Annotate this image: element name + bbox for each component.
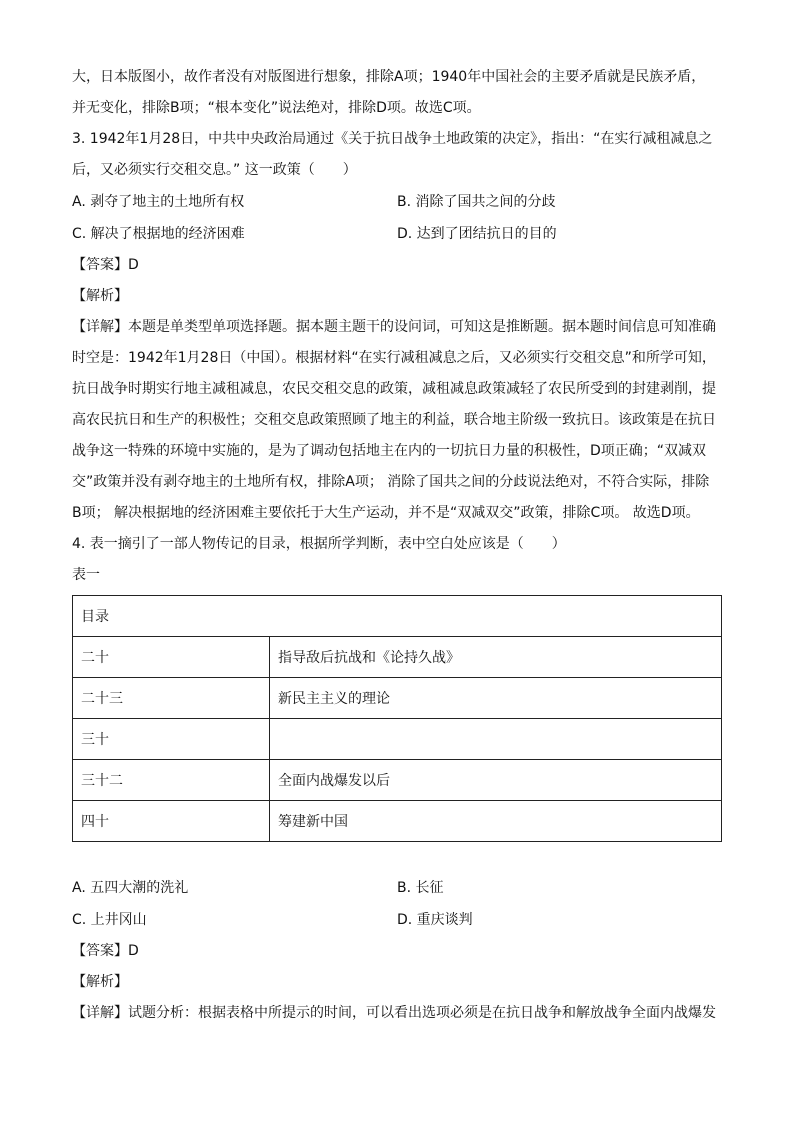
continued-text-line-2: 并无变化，排除B项；“根本变化”说法绝对，排除D项。故选C项。: [72, 100, 481, 116]
toc-table: [72, 595, 722, 842]
q4-detail-line-1: 【详解】试题分析：根据表格中所提示的时间，可以看出选项必须是在抗日战争和解放战争全面内战爆发: [72, 1005, 716, 1021]
q4-table-caption: 表一: [72, 567, 100, 583]
q3-option-c: C. 解决了根据地的经济困难: [72, 226, 245, 242]
q3-stem-line-2: 后，又必须实行交租交息。” 这一政策（ ）: [72, 162, 357, 178]
q4-options-row-1: [72, 872, 722, 904]
table-row: [73, 719, 722, 760]
q3-answer: 【答案】D: [72, 257, 139, 273]
toc-title-blank: [270, 719, 722, 760]
q3-detail-line-2: 时空是：1942年1月28日（中国）。根据材料“在实行减租减息之后，又必须实行交租交息”和所学可知，: [72, 350, 716, 366]
table-row: [73, 678, 722, 719]
toc-title: 全面内战爆发以后: [270, 760, 722, 801]
q3-options-row-2: [72, 218, 722, 250]
document-page: [72, 62, 722, 1029]
q3-analysis-label: 【解析】: [72, 288, 128, 304]
q3-detail-line-1: 【详解】本题是单类型单项选择题。据本题主题干的设问词，可知这是推断题。据本题时间信息可知准确: [72, 319, 716, 335]
toc-chapter: 二十三: [73, 678, 270, 719]
toc-title: 新民主主义的理论: [270, 678, 722, 719]
toc-header: 目录: [73, 596, 722, 637]
toc-title: 筹建新中国: [270, 801, 722, 842]
toc-chapter: 四十: [73, 801, 270, 842]
q3-options-row-1: [72, 186, 722, 218]
toc-title: 指导敌后抗战和《论持久战》: [270, 637, 722, 678]
table-row: [73, 760, 722, 801]
q4-option-b: B. 长征: [397, 880, 444, 896]
q3-option-a: A. 剥夺了地主的土地所有权: [72, 194, 245, 210]
toc-header-row: [73, 596, 722, 637]
q4-stem: 4. 表一摘引了一部人物传记的目录，根据所学判断，表中空白处应该是（ ）: [72, 536, 566, 552]
q3-detail-line-4: 高农民抗日和生产的积极性；交租交息政策照顾了地主的利益，联合地主阶级一致抗日。该政策是在抗日: [72, 412, 716, 428]
q3-detail-line-3: 抗日战争时期实行地主减租减息，农民交租交息的政策，减租减息政策减轻了农民所受到的封建剥削，提: [72, 381, 716, 397]
q4-answer: 【答案】D: [72, 943, 139, 959]
q3-option-b: B. 消除了国共之间的分歧: [397, 194, 556, 210]
q4-option-c: C. 上井冈山: [72, 912, 147, 928]
toc-chapter: 三十二: [73, 760, 270, 801]
q4-analysis-label: 【解析】: [72, 974, 128, 990]
q4-options-row-2: [72, 904, 722, 936]
q4-option-a: A. 五四大潮的洗礼: [72, 880, 189, 896]
q3-stem-line-1: 3. 1942年1月28日，中共中央政治局通过《关于抗日战争土地政策的决定》，指出：“在实行减租减息之: [72, 131, 713, 147]
q3-detail-line-6: 交”政策并没有剥夺地主的土地所有权，排除A项； 消除了国共之间的分歧说法绝对，不符合实际，排除: [72, 474, 710, 490]
table-row: [73, 801, 722, 842]
q3-detail-line-5: 战争这一特殊的环境中实施的，是为了调动包括地主在内的一切抗日力量的积极性，D项正确；“双减双: [72, 443, 707, 459]
q3-detail-line-7: B项； 解决根据地的经济困难主要依托于大生产运动，并不是“双减双交”政策，排除C项。 故选D项。: [72, 505, 700, 521]
q3-option-d: D. 达到了团结抗日的目的: [397, 226, 557, 242]
table-row: [73, 637, 722, 678]
toc-chapter: 二十: [73, 637, 270, 678]
q4-option-d: D. 重庆谈判: [397, 912, 473, 928]
continued-text-line-1: 大，日本版图小，故作者没有对版图进行想象，排除A项；1940年中国社会的主要矛盾就是民族矛盾，: [72, 69, 706, 85]
toc-chapter: 三十: [73, 719, 270, 760]
